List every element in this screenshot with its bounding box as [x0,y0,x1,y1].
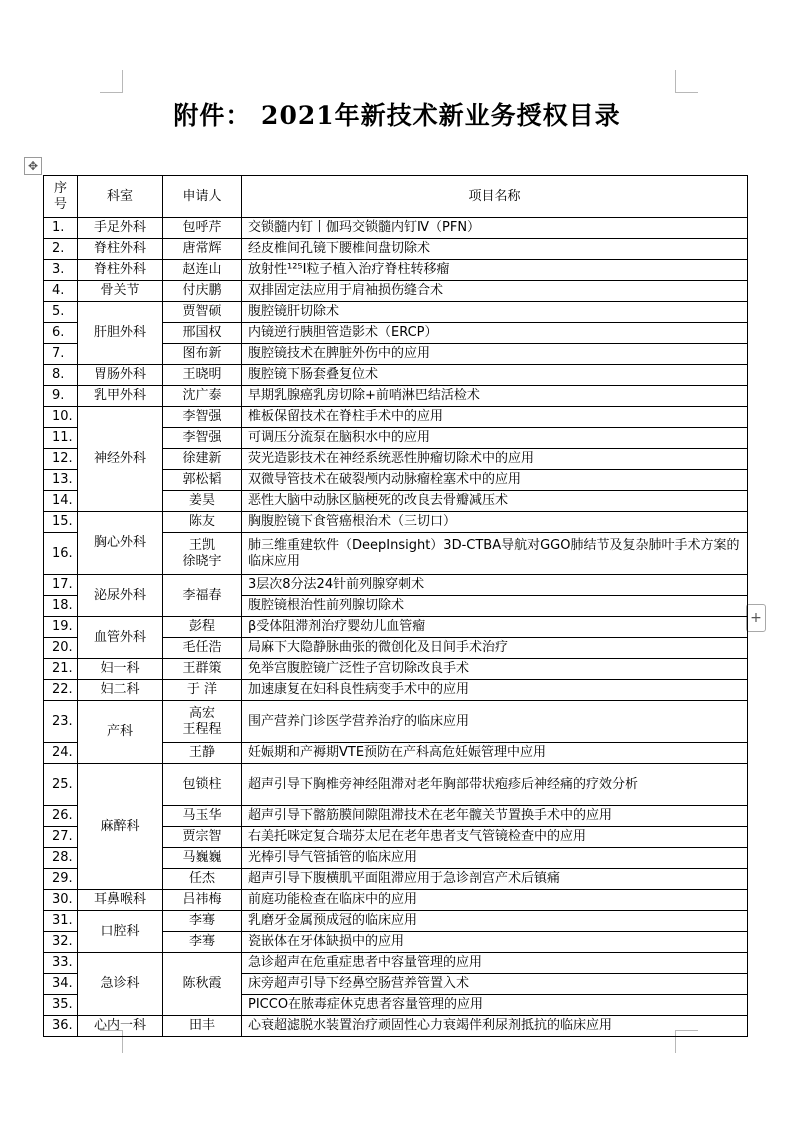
table-row [44,575,748,596]
row-number: 5. [44,302,78,323]
department-cell: 产科 [78,701,163,764]
department-cell: 脊柱外科 [78,239,163,260]
project-name-cell: 恶性大脑中动脉区脑梗死的改良去骨瓣减压术 [242,491,748,512]
row-number: 21. [44,659,78,680]
project-name-cell: 早期乳腺癌乳房切除+前哨淋巴结活检术 [242,386,748,407]
table-row [44,281,748,302]
row-number: 2. [44,239,78,260]
table-row [44,701,748,743]
row-number: 9. [44,386,78,407]
project-name-cell: 荧光造影技术在神经系统恶性肿瘤切除术中的应用 [242,449,748,470]
row-number: 29. [44,869,78,890]
applicant-cell: 马玉华 [163,806,242,827]
row-number: 7. [44,344,78,365]
project-name-cell: β受体阻滞剂治疗婴幼儿血管瘤 [242,617,748,638]
department-cell: 妇二科 [78,680,163,701]
project-name-cell: 前庭功能检查在临床中的应用 [242,890,748,911]
row-number: 14. [44,491,78,512]
project-name-cell: 双微导管技术在破裂颅内动脉瘤栓塞术中的应用 [242,470,748,491]
applicant-cell: 姜昊 [163,491,242,512]
department-cell: 妇一科 [78,659,163,680]
applicant-cell: 王静 [163,743,242,764]
header-dept: 科室 [78,176,163,218]
table-row [44,302,748,323]
table-row [44,407,748,428]
applicant-cell: 贾智硕 [163,302,242,323]
applicant-cell: 图布新 [163,344,242,365]
applicant-cell: 任杰 [163,869,242,890]
department-cell: 脊柱外科 [78,260,163,281]
applicant-cell: 贾宗智 [163,827,242,848]
project-name-cell: 加速康复在妇科良性病变手术中的应用 [242,680,748,701]
department-cell: 骨关节 [78,281,163,302]
table-row [44,890,748,911]
row-number: 22. [44,680,78,701]
row-number: 17. [44,575,78,596]
row-number: 6. [44,323,78,344]
project-name-cell: 超声引导下髂筋膜间隙阻滞技术在老年髋关节置换手术中的应用 [242,806,748,827]
applicant-cell: 包呼芹 [163,218,242,239]
project-name-cell: PICCO在脓毒症休克患者容量管理的应用 [242,995,748,1016]
row-number: 28. [44,848,78,869]
department-cell: 肝胆外科 [78,302,163,365]
add-column-button[interactable]: + [746,604,766,632]
project-name-cell: 可调压分流泵在脑积水中的应用 [242,428,748,449]
applicant-cell: 赵连山 [163,260,242,281]
table-row [44,218,748,239]
table-header-row [44,176,748,218]
project-name-cell: 放射性¹²⁵Ⅰ粒子植入治疗脊柱转移瘤 [242,260,748,281]
table-row [44,680,748,701]
applicant-cell: 陈友 [163,512,242,533]
project-name-cell: 腹腔镜下肠套叠复位术 [242,365,748,386]
row-number: 20. [44,638,78,659]
applicant-cell: 彭程 [163,617,242,638]
applicant-cell: 李智强 [163,428,242,449]
applicant-cell: 于 洋 [163,680,242,701]
project-name-cell: 妊娠期和产褥期VTE预防在产科高危妊娠管理中应用 [242,743,748,764]
project-name-cell: 肺三维重建软件（DeepInsight）3D-CTBA导航对GGO肺结节及复杂肺叶手术方案的临床应用 [242,533,748,575]
applicant-cell: 沈广泰 [163,386,242,407]
applicant-cell: 王群策 [163,659,242,680]
header-no: 序号 [44,176,78,218]
department-cell: 泌尿外科 [78,575,163,617]
project-name-cell: 超声引导下胸椎旁神经阻滞对老年胸部带状疱疹后神经痛的疗效分析 [242,764,748,806]
applicant-cell: 田丰 [163,1016,242,1037]
header-applicant: 申请人 [163,176,242,218]
row-number: 24. [44,743,78,764]
row-number: 30. [44,890,78,911]
project-name-cell: 局麻下大隐静脉曲张的微创化及日间手术治疗 [242,638,748,659]
department-cell: 手足外科 [78,218,163,239]
applicant-cell: 高宏 王程程 [163,701,242,743]
row-number: 1. [44,218,78,239]
applicant-cell: 吕祎梅 [163,890,242,911]
department-cell: 心内一科 [78,1016,163,1037]
project-name-cell: 心衰超滤脱水装置治疗顽固性心力衰竭伴利尿剂抵抗的临床应用 [242,1016,748,1037]
project-name-cell: 交锁髓内钉丨伽玛交锁髓内钉Ⅳ（PFN） [242,218,748,239]
row-number: 32. [44,932,78,953]
department-cell: 急诊科 [78,953,163,1016]
table-row [44,512,748,533]
row-number: 15. [44,512,78,533]
applicant-cell: 邢国权 [163,323,242,344]
applicant-cell: 包锁柱 [163,764,242,806]
project-name-cell: 经皮椎间孔镜下腰椎间盘切除术 [242,239,748,260]
project-name-cell: 双排固定法应用于肩袖损伤缝合术 [242,281,748,302]
row-number: 16. [44,533,78,575]
project-name-cell: 乳磨牙金属预成冠的临床应用 [242,911,748,932]
project-name-cell: 光棒引导气管插管的临床应用 [242,848,748,869]
page-title: 附件： 2021年新技术新业务授权目录 [173,101,621,130]
authorization-table [43,175,748,1037]
department-cell: 胸心外科 [78,512,163,575]
row-number: 23. [44,701,78,743]
project-name-cell: 腹腔镜技术在脾脏外伤中的应用 [242,344,748,365]
header-project: 项目名称 [242,176,748,218]
applicant-cell: 李骞 [163,932,242,953]
row-number: 18. [44,596,78,617]
row-number: 13. [44,470,78,491]
applicant-cell: 徐建新 [163,449,242,470]
project-name-cell: 右美托咪定复合瑞芬太尼在老年患者支气管镜检查中的应用 [242,827,748,848]
project-name-cell: 腹腔镜根治性前列腺切除术 [242,596,748,617]
applicant-cell: 陈秋霞 [163,953,242,1016]
crop-mark-top-left [100,70,123,93]
project-name-cell: 免举宫腹腔镜广泛性子宫切除改良手术 [242,659,748,680]
department-cell: 胃肠外科 [78,365,163,386]
table-row [44,386,748,407]
project-name-cell: 超声引导下腹横肌平面阻滞应用于急诊剖宫产术后镇痛 [242,869,748,890]
department-cell: 口腔科 [78,911,163,953]
department-cell: 麻醉科 [78,764,163,890]
department-cell: 神经外科 [78,407,163,512]
table-row [44,911,748,932]
project-name-cell: 瓷嵌体在牙体缺损中的应用 [242,932,748,953]
applicant-cell: 王晓明 [163,365,242,386]
department-cell: 耳鼻喉科 [78,890,163,911]
row-number: 11. [44,428,78,449]
table-row [44,764,748,806]
table-row [44,1016,748,1037]
row-number: 19. [44,617,78,638]
table-row [44,260,748,281]
project-name-cell: 围产营养门诊医学营养治疗的临床应用 [242,701,748,743]
row-number: 26. [44,806,78,827]
row-number: 25. [44,764,78,806]
project-name-cell: 腹腔镜肝切除术 [242,302,748,323]
applicant-cell: 付庆鹏 [163,281,242,302]
applicant-cell: 马巍巍 [163,848,242,869]
applicant-cell: 唐常辉 [163,239,242,260]
project-name-cell: 椎板保留技术在脊柱手术中的应用 [242,407,748,428]
row-number: 10. [44,407,78,428]
applicant-cell: 毛任浩 [163,638,242,659]
row-number: 27. [44,827,78,848]
project-name-cell: 床旁超声引导下经鼻空肠营养管置入术 [242,974,748,995]
row-number: 34. [44,974,78,995]
crop-mark-top-right [675,70,698,93]
table-row [44,617,748,638]
table-row [44,365,748,386]
applicant-cell: 李智强 [163,407,242,428]
row-number: 33. [44,953,78,974]
table-row [44,953,748,974]
table-row [44,659,748,680]
department-cell: 血管外科 [78,617,163,659]
row-number: 3. [44,260,78,281]
applicant-cell: 李骞 [163,911,242,932]
row-number: 4. [44,281,78,302]
row-number: 31. [44,911,78,932]
project-name-cell: 3层次8分法24针前列腺穿刺术 [242,575,748,596]
department-cell: 乳甲外科 [78,386,163,407]
applicant-cell: 郭松韬 [163,470,242,491]
project-name-cell: 急诊超声在危重症患者中容量管理的应用 [242,953,748,974]
table-row [44,239,748,260]
applicant-cell: 李福春 [163,575,242,617]
table-move-handle-icon[interactable]: ✥ [24,157,42,175]
row-number: 36. [44,1016,78,1037]
row-number: 8. [44,365,78,386]
applicant-cell: 王凯 徐晓宇 [163,533,242,575]
project-name-cell: 内镜逆行胰胆管造影术（ERCP） [242,323,748,344]
row-number: 35. [44,995,78,1016]
project-name-cell: 胸腹腔镜下食管癌根治术（三切口） [242,512,748,533]
row-number: 12. [44,449,78,470]
